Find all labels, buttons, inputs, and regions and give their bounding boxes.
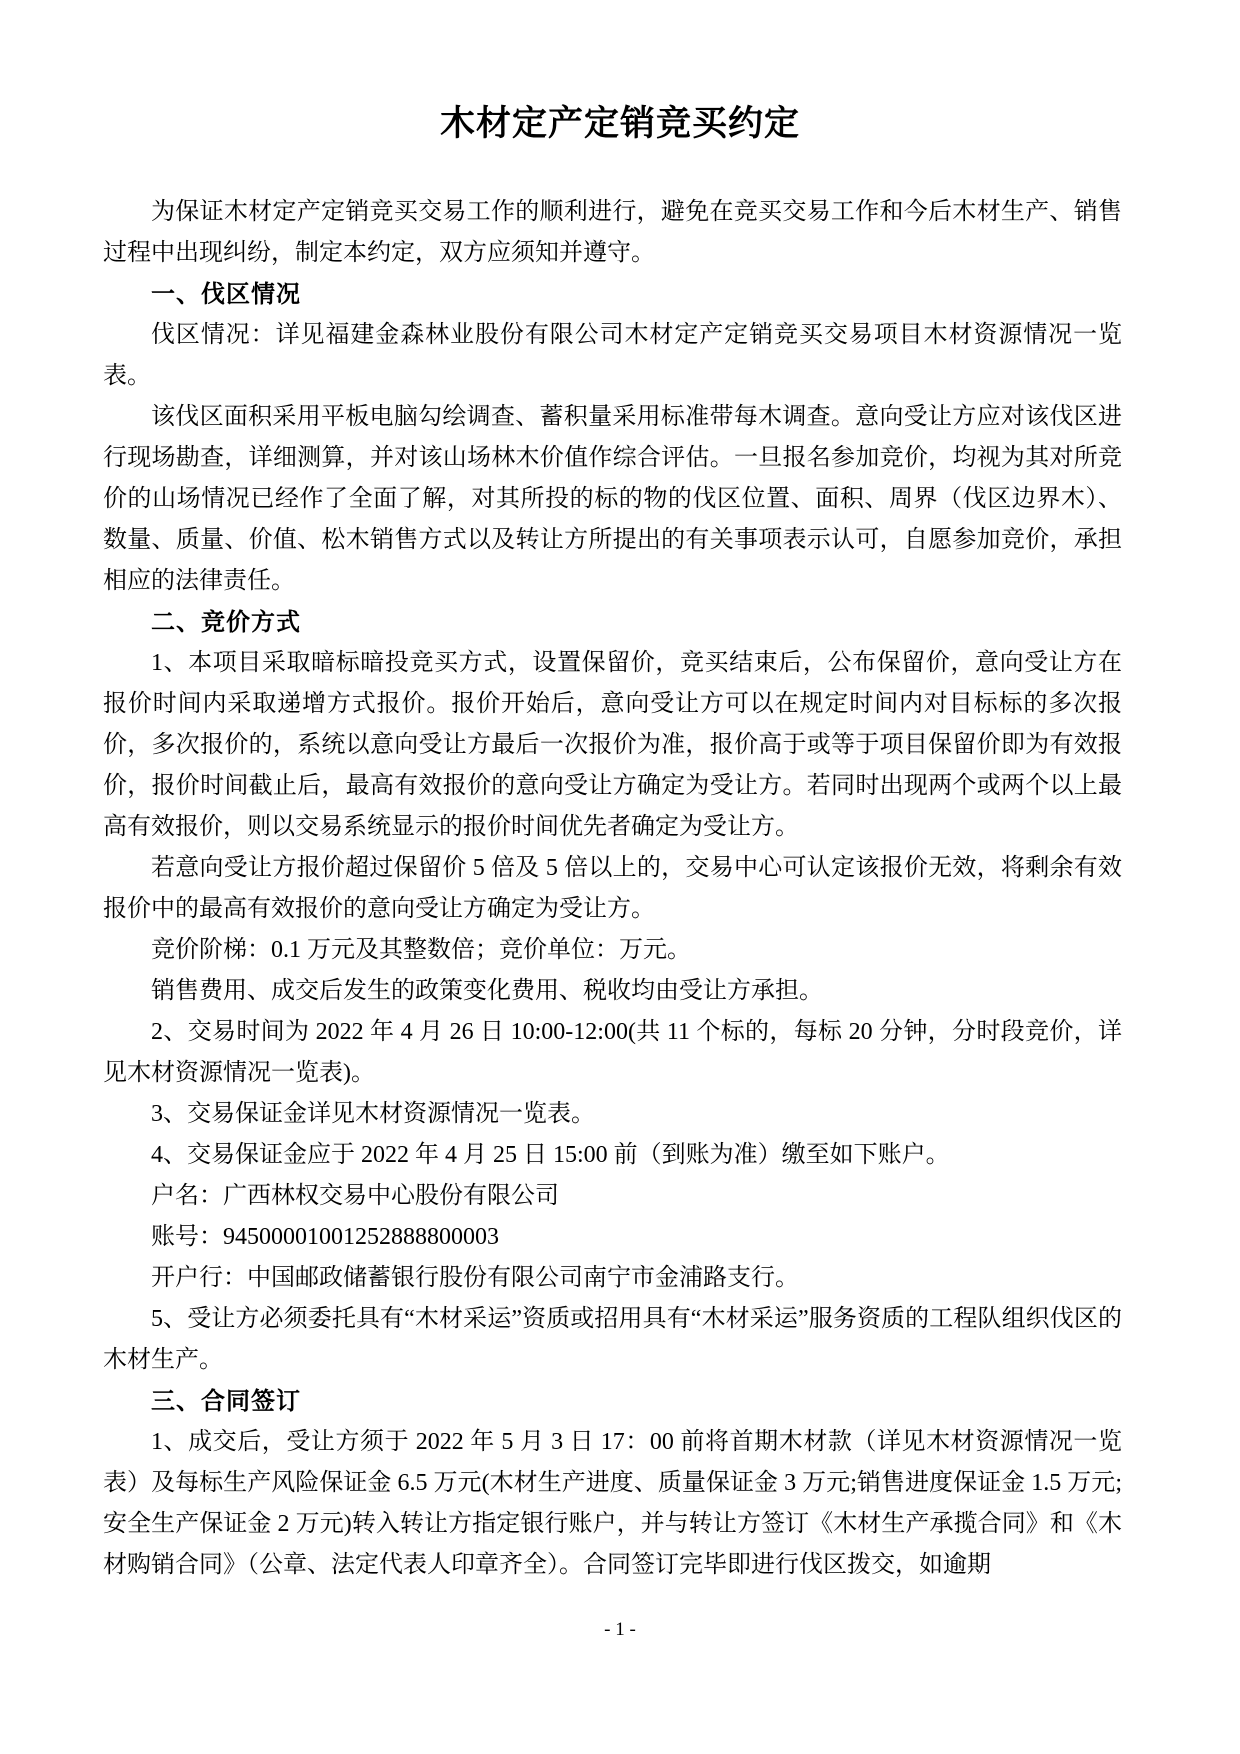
paragraph: 销售费用、成交后发生的政策变化费用、税收均由受让方承担。 (151, 978, 823, 1004)
section-heading: 二、竞价方式 (151, 608, 301, 636)
section-heading: 一、伐区情况 (151, 280, 301, 308)
paragraph: 该伐区面积采用平板电脑勾绘调查、蓄积量采用标准带每木调查。意向受让方应对该伐区进行现场勘查，详细测算，并对该山场林木价值作综合评估。一旦报名参加竞价，均视为其对所竞价的山场情况已经作了全面了解，对其所投的标的物的伐区位置、面积、周界（伐区边界木）、数量、质量、价值、松木销售方式以及转让方所提出的有关事项表示认可，自愿参加竞价，承担相应的法律责任。 (103, 404, 1122, 594)
paragraph: 1、成交后，受让方须于 2022 年 5 月 3 日 17：00 前将首期木材款（详见木材资源情况一览表）及每标生产风险保证金 6.5 万元(木材生产进度、质量保证金 3 万元;销售进度保证金 1.5 万元;安全生产保证金 2 万元)转入转让方指定银行账户，并与转让方签订《木材生产承揽合同》和《木材购销合同》（公章、法定代表人印章齐全）。合同签订完毕即进行伐区拨交，如逾期 (103, 1429, 1122, 1578)
paragraph: 竞价阶梯：0.1 万元及其整数倍；竞价单位：万元。 (151, 937, 691, 963)
document-title: 木材定产定销竞买约定 (439, 104, 800, 143)
paragraph: 2、交易时间为 2022 年 4 月 26 日 10:00-12:00(共 11 个标的，每标 20 分钟，分时段竞价，详见木材资源情况一览表)。 (103, 1019, 1122, 1086)
paragraph: 开户行：中国邮政储蓄银行股份有限公司南宁市金浦路支行。 (151, 1265, 799, 1291)
paragraph: 为保证木材定产定销竞买交易工作的顺利进行，避免在竞买交易工作和今后木材生产、销售过程中出现纠纷，制定本约定，双方应须知并遵守。 (103, 199, 1122, 266)
document-body (103, 192, 1122, 1586)
section-heading: 三、合同签订 (151, 1387, 301, 1415)
paragraph: 伐区情况：详见福建金森林业股份有限公司木材定产定销竞买交易项目木材资源情况一览表。 (103, 322, 1122, 389)
paragraph: 若意向受让方报价超过保留价 5 倍及 5 倍以上的，交易中心可认定该报价无效，将剩余有效报价中的最高有效报价的意向受让方确定为受让方。 (103, 855, 1122, 922)
paragraph: 4、交易保证金应于 2022 年 4 月 25 日 15:00 前（到账为准）缴至如下账户。 (151, 1142, 950, 1168)
paragraph: 账号：94500001001252888800003 (151, 1224, 499, 1250)
page-number: - 1 - (604, 1619, 636, 1640)
paragraph: 5、受让方必须委托具有“木材采运”资质或招用具有“木材采运”服务资质的工程队组织伐区的木材生产。 (103, 1306, 1122, 1373)
paragraph: 户名：广西林权交易中心股份有限公司 (151, 1183, 559, 1209)
paragraph: 3、交易保证金详见木材资源情况一览表。 (151, 1101, 595, 1127)
paragraph: 1、本项目采取暗标暗投竞买方式，设置保留价，竞买结束后，公布保留价，意向受让方在报价时间内采取递增方式报价。报价开始后，意向受让方可以在规定时间内对目标标的多次报价，多次报价的，系统以意向受让方最后一次报价为准，报价高于或等于项目保留价即为有效报价，报价时间截止后，最高有效报价的意向受让方确定为受让方。若同时出现两个或两个以上最高有效报价，则以交易系统显示的报价时间优先者确定为受让方。 (103, 650, 1122, 840)
